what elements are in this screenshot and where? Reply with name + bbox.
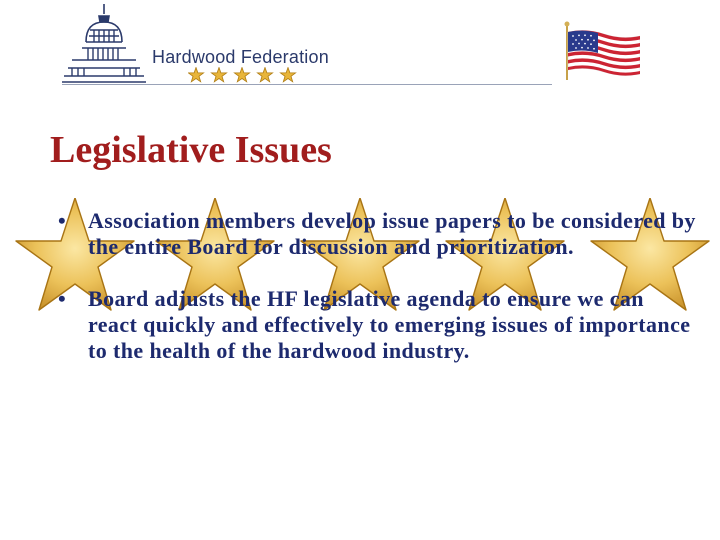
gold-star-icon [257,68,272,82]
capitol-dome-icon [62,2,146,84]
gold-star-icon [188,68,203,82]
header-stars [188,67,298,83]
slide-header [0,0,720,100]
bullet-list [58,208,698,364]
gold-star-icon [234,68,249,82]
american-flag-icon [560,20,640,84]
header-divider [62,84,552,85]
bullet-marker: • [58,208,67,233]
slide-title: Legislative Issues [50,129,332,171]
bullet-item [58,286,698,364]
org-name-logo-text: Hardwood Federation [152,47,329,67]
bullet-text: Association members develop issue papers to be considered by the entire Board for discussion and prioritization. [88,208,696,259]
gold-star-icon [280,68,295,82]
bullet-text: Board adjusts the HF legislative agenda to ensure we can react quickly and effectively to emerging issues of importance to the health of the hardwood industry. [88,286,691,363]
gold-star-icon [211,68,226,82]
bullet-marker: • [58,286,67,311]
bullet-item [58,208,698,260]
